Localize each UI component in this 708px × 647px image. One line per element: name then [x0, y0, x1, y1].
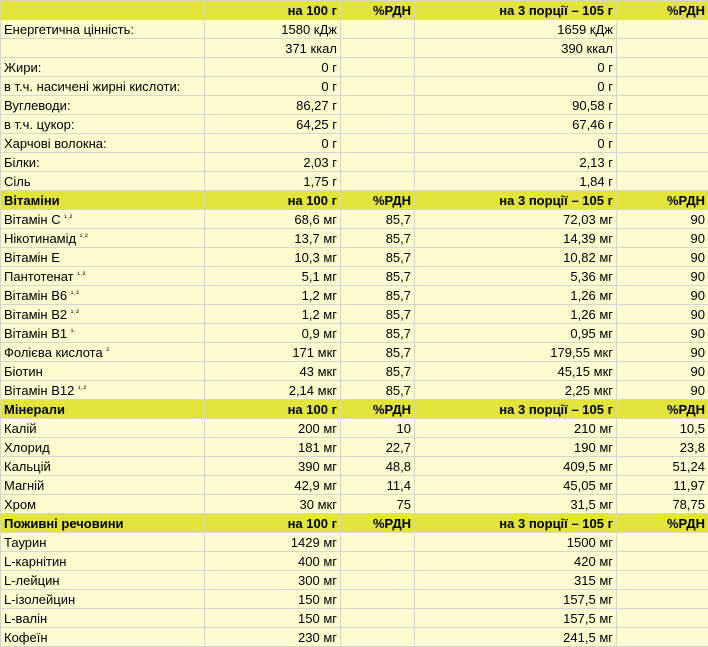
- rdn-per-serving-cell[interactable]: 23,8: [617, 438, 708, 457]
- rdn-per-serving-cell[interactable]: 11,97: [617, 476, 708, 495]
- rdn-per-100g-cell[interactable]: 85,7: [341, 324, 415, 343]
- table-row: [1, 324, 708, 343]
- row-name-text: Хром: [4, 497, 36, 512]
- header-row-substances: [1, 514, 708, 533]
- value-per-serving-cell[interactable]: 10,82 мг: [415, 248, 617, 267]
- header-cell-per-serving[interactable]: на 3 порції – 105 г: [415, 400, 617, 419]
- value-per-100g-cell[interactable]: 64,25 г: [205, 115, 341, 134]
- rdn-per-serving-cell[interactable]: [617, 552, 708, 571]
- rdn-per-serving-cell[interactable]: [617, 96, 708, 115]
- rdn-per-serving-cell[interactable]: 90: [617, 343, 708, 362]
- header-cell-name[interactable]: Мінерали: [1, 400, 205, 419]
- value-per-100g-cell[interactable]: 30 мкг: [205, 495, 341, 514]
- value-per-100g-cell[interactable]: 86,27 г: [205, 96, 341, 115]
- value-per-100g-cell[interactable]: 0 г: [205, 58, 341, 77]
- row-name-text: Нікотинамід: [4, 231, 76, 246]
- value-per-100g-cell[interactable]: 150 мг: [205, 609, 341, 628]
- row-name-cell[interactable]: [1, 229, 205, 248]
- rdn-per-serving-cell[interactable]: 90: [617, 286, 708, 305]
- footnote-marker: ¹˒²: [64, 213, 72, 222]
- value-per-serving-cell[interactable]: 90,58 г: [415, 96, 617, 115]
- rdn-per-100g-cell[interactable]: [341, 628, 415, 647]
- value-per-serving-cell[interactable]: 409,5 мг: [415, 457, 617, 476]
- value-per-100g-cell[interactable]: 371 ккал: [205, 39, 341, 58]
- value-per-100g-cell[interactable]: 390 мг: [205, 457, 341, 476]
- row-name-cell[interactable]: [1, 20, 205, 39]
- row-name-cell[interactable]: [1, 77, 205, 96]
- row-name-text: Кальцій: [4, 459, 51, 474]
- value-per-serving-cell[interactable]: 2,25 мкг: [415, 381, 617, 400]
- header-cell-rdn-serving[interactable]: %РДН: [617, 1, 708, 20]
- row-name-cell[interactable]: [1, 476, 205, 495]
- footnote-marker: ²: [106, 346, 109, 355]
- rdn-per-serving-cell[interactable]: [617, 58, 708, 77]
- rdn-per-serving-cell[interactable]: [617, 115, 708, 134]
- value-per-serving-cell[interactable]: 157,5 мг: [415, 590, 617, 609]
- rdn-per-serving-cell[interactable]: [617, 77, 708, 96]
- value-per-serving-cell[interactable]: 2,13 г: [415, 153, 617, 172]
- rdn-per-100g-cell[interactable]: 85,7: [341, 343, 415, 362]
- footnote-marker: ¹˒²: [71, 289, 79, 298]
- value-per-serving-cell[interactable]: 0 г: [415, 77, 617, 96]
- row-name-text: Сіль: [4, 174, 31, 189]
- row-name-text: Жири:: [4, 60, 41, 75]
- rdn-per-100g-cell[interactable]: [341, 172, 415, 191]
- rdn-per-100g-cell[interactable]: 10: [341, 419, 415, 438]
- value-per-serving-cell[interactable]: 0,95 мг: [415, 324, 617, 343]
- footnote-marker: ¹: [71, 327, 74, 336]
- row-name-cell[interactable]: [1, 172, 205, 191]
- rdn-per-serving-cell[interactable]: 51,24: [617, 457, 708, 476]
- rdn-per-100g-cell[interactable]: 85,7: [341, 229, 415, 248]
- table-row: [1, 590, 708, 609]
- row-name-cell[interactable]: [1, 248, 205, 267]
- value-per-serving-cell[interactable]: 241,5 мг: [415, 628, 617, 647]
- row-name-cell[interactable]: [1, 58, 205, 77]
- row-name-text: в т.ч. насичені жирні кислоти:: [4, 79, 180, 94]
- value-per-serving-cell[interactable]: 67,46 г: [415, 115, 617, 134]
- row-name-text: Вуглеводи:: [4, 98, 70, 113]
- value-per-100g-cell[interactable]: 68,6 мг: [205, 210, 341, 229]
- value-per-serving-cell[interactable]: 210 мг: [415, 419, 617, 438]
- header-cell-per-100g[interactable]: на 100 г: [205, 514, 341, 533]
- table-row: [1, 77, 708, 96]
- rdn-per-100g-cell[interactable]: [341, 153, 415, 172]
- footnote-marker: ¹˒²: [80, 232, 88, 241]
- table-row: [1, 343, 708, 362]
- rdn-per-serving-cell[interactable]: [617, 571, 708, 590]
- header-cell-rdn-serving[interactable]: %РДН: [617, 514, 708, 533]
- table-row: [1, 609, 708, 628]
- value-per-100g-cell[interactable]: 0 г: [205, 77, 341, 96]
- header-cell-per-serving[interactable]: на 3 порції – 105 г: [415, 1, 617, 20]
- header-cell-per-100g[interactable]: на 100 г: [205, 191, 341, 210]
- value-per-serving-cell[interactable]: 14,39 мг: [415, 229, 617, 248]
- row-name-cell[interactable]: [1, 362, 205, 381]
- row-name-cell[interactable]: [1, 590, 205, 609]
- row-name-cell[interactable]: [1, 324, 205, 343]
- row-name-text: L-валін: [4, 611, 47, 626]
- header-cell-rdn-100g[interactable]: %РДН: [341, 191, 415, 210]
- row-name-text: Калій: [4, 421, 37, 436]
- table-row: [1, 457, 708, 476]
- row-name-cell[interactable]: [1, 419, 205, 438]
- value-per-serving-cell[interactable]: 0 г: [415, 58, 617, 77]
- table-row: [1, 229, 708, 248]
- value-per-100g-cell[interactable]: 400 мг: [205, 552, 341, 571]
- rdn-per-serving-cell[interactable]: [617, 172, 708, 191]
- header-row-minerals: [1, 400, 708, 419]
- table-row: [1, 476, 708, 495]
- rdn-per-100g-cell[interactable]: [341, 96, 415, 115]
- rdn-per-100g-cell[interactable]: 85,7: [341, 362, 415, 381]
- header-row-main: [1, 1, 708, 20]
- value-per-serving-cell[interactable]: 0 г: [415, 134, 617, 153]
- rdn-per-100g-cell[interactable]: [341, 115, 415, 134]
- row-name-text: Вітамін В12: [4, 383, 74, 398]
- rdn-per-100g-cell[interactable]: [341, 39, 415, 58]
- rdn-per-100g-cell[interactable]: [341, 609, 415, 628]
- row-name-cell[interactable]: [1, 286, 205, 305]
- row-name-cell[interactable]: [1, 153, 205, 172]
- row-name-text: Магній: [4, 478, 44, 493]
- row-name-text: Вітамін С: [4, 212, 61, 227]
- row-name-cell[interactable]: [1, 457, 205, 476]
- header-cell-rdn-100g[interactable]: %РДН: [341, 400, 415, 419]
- table-row: [1, 381, 708, 400]
- row-name-text: Вітамін В2: [4, 307, 67, 322]
- nutrition-table-body: [1, 1, 708, 647]
- footnote-marker: ¹˒²: [78, 384, 86, 393]
- value-per-serving-cell[interactable]: 45,15 мкг: [415, 362, 617, 381]
- row-name-text: Вітамін Е: [4, 250, 60, 265]
- value-per-100g-cell[interactable]: 181 мг: [205, 438, 341, 457]
- row-name-text: Біотин: [4, 364, 43, 379]
- header-cell-rdn-serving[interactable]: %РДН: [617, 400, 708, 419]
- value-per-serving-cell[interactable]: 190 мг: [415, 438, 617, 457]
- rdn-per-serving-cell[interactable]: [617, 153, 708, 172]
- table-row: [1, 571, 708, 590]
- value-per-serving-cell[interactable]: 1,26 мг: [415, 305, 617, 324]
- table-row: [1, 267, 708, 286]
- row-name-text: L-лейцин: [4, 573, 60, 588]
- table-row: [1, 134, 708, 153]
- table-row: [1, 248, 708, 267]
- rdn-per-100g-cell[interactable]: 85,7: [341, 248, 415, 267]
- value-per-serving-cell[interactable]: 45,05 мг: [415, 476, 617, 495]
- value-per-serving-cell[interactable]: 31,5 мг: [415, 495, 617, 514]
- value-per-100g-cell[interactable]: 0 г: [205, 134, 341, 153]
- value-per-serving-cell[interactable]: 179,55 мкг: [415, 343, 617, 362]
- rdn-per-serving-cell[interactable]: 90: [617, 381, 708, 400]
- row-name-cell[interactable]: [1, 134, 205, 153]
- rdn-per-serving-cell[interactable]: 10,5: [617, 419, 708, 438]
- table-row: [1, 552, 708, 571]
- header-cell-rdn-100g[interactable]: %РДН: [341, 514, 415, 533]
- rdn-per-100g-cell[interactable]: [341, 20, 415, 39]
- header-cell-per-100g[interactable]: на 100 г: [205, 1, 341, 20]
- rdn-per-serving-cell[interactable]: 90: [617, 362, 708, 381]
- value-per-100g-cell[interactable]: 10,3 мг: [205, 248, 341, 267]
- rdn-per-serving-cell[interactable]: 90: [617, 305, 708, 324]
- rdn-per-100g-cell[interactable]: 85,7: [341, 381, 415, 400]
- row-name-cell[interactable]: [1, 39, 205, 58]
- value-per-100g-cell[interactable]: 150 мг: [205, 590, 341, 609]
- rdn-per-100g-cell[interactable]: [341, 58, 415, 77]
- value-per-serving-cell[interactable]: 390 ккал: [415, 39, 617, 58]
- table-row: [1, 39, 708, 58]
- value-per-serving-cell[interactable]: 157,5 мг: [415, 609, 617, 628]
- value-per-serving-cell[interactable]: 1,84 г: [415, 172, 617, 191]
- row-name-text: Кофеїн: [4, 630, 48, 645]
- rdn-per-serving-cell[interactable]: 90: [617, 210, 708, 229]
- rdn-per-serving-cell[interactable]: [617, 609, 708, 628]
- rdn-per-serving-cell[interactable]: 90: [617, 324, 708, 343]
- row-name-text: Харчові волокна:: [4, 136, 107, 151]
- table-row: [1, 210, 708, 229]
- value-per-100g-cell[interactable]: 1,75 г: [205, 172, 341, 191]
- rdn-per-serving-cell[interactable]: 90: [617, 267, 708, 286]
- row-name-cell[interactable]: [1, 552, 205, 571]
- row-name-text: Хлорид: [4, 440, 50, 455]
- rdn-per-serving-cell[interactable]: 78,75: [617, 495, 708, 514]
- value-per-serving-cell[interactable]: 72,03 мг: [415, 210, 617, 229]
- table-row: [1, 362, 708, 381]
- header-cell-rdn-serving[interactable]: %РДН: [617, 191, 708, 210]
- rdn-per-100g-cell[interactable]: 11,4: [341, 476, 415, 495]
- header-cell-rdn-100g[interactable]: %РДН: [341, 1, 415, 20]
- row-name-text: L-карнітин: [4, 554, 66, 569]
- row-name-text: L-ізолейцин: [4, 592, 75, 607]
- header-row-vitamins: [1, 191, 708, 210]
- rdn-per-serving-cell[interactable]: [617, 39, 708, 58]
- value-per-serving-cell[interactable]: 1,26 мг: [415, 286, 617, 305]
- row-name-text: Вітамін В1: [4, 326, 67, 341]
- row-name-cell[interactable]: [1, 609, 205, 628]
- table-row: [1, 305, 708, 324]
- value-per-serving-cell[interactable]: 1500 мг: [415, 533, 617, 552]
- rdn-per-100g-cell[interactable]: 85,7: [341, 305, 415, 324]
- table-row: [1, 115, 708, 134]
- rdn-per-100g-cell[interactable]: [341, 134, 415, 153]
- value-per-100g-cell[interactable]: 2,03 г: [205, 153, 341, 172]
- row-name-text: Енергетична цінність:: [4, 22, 134, 37]
- value-per-100g-cell[interactable]: 1,2 мг: [205, 286, 341, 305]
- row-name-cell[interactable]: [1, 495, 205, 514]
- rdn-per-100g-cell[interactable]: 48,8: [341, 457, 415, 476]
- value-per-serving-cell[interactable]: 315 мг: [415, 571, 617, 590]
- header-cell-name[interactable]: Вітаміни: [1, 191, 205, 210]
- row-name-cell[interactable]: [1, 343, 205, 362]
- value-per-100g-cell[interactable]: 171 мкг: [205, 343, 341, 362]
- rdn-per-serving-cell[interactable]: [617, 590, 708, 609]
- table-row: [1, 628, 708, 647]
- value-per-100g-cell[interactable]: 300 мг: [205, 571, 341, 590]
- value-per-serving-cell[interactable]: 5,36 мг: [415, 267, 617, 286]
- rdn-per-100g-cell[interactable]: 22,7: [341, 438, 415, 457]
- value-per-serving-cell[interactable]: 420 мг: [415, 552, 617, 571]
- row-name-cell[interactable]: [1, 305, 205, 324]
- header-cell-per-100g[interactable]: на 100 г: [205, 400, 341, 419]
- row-name-text: Фолієва кислота: [4, 345, 103, 360]
- header-cell-per-serving[interactable]: на 3 порції – 105 г: [415, 514, 617, 533]
- row-name-cell[interactable]: [1, 267, 205, 286]
- value-per-100g-cell[interactable]: 0,9 мг: [205, 324, 341, 343]
- row-name-cell[interactable]: [1, 96, 205, 115]
- table-row: [1, 495, 708, 514]
- rdn-per-100g-cell[interactable]: 75: [341, 495, 415, 514]
- table-row: [1, 58, 708, 77]
- rdn-per-100g-cell[interactable]: [341, 533, 415, 552]
- table-row: [1, 153, 708, 172]
- row-name-cell[interactable]: [1, 438, 205, 457]
- rdn-per-100g-cell[interactable]: [341, 552, 415, 571]
- value-per-100g-cell[interactable]: 42,9 мг: [205, 476, 341, 495]
- value-per-100g-cell[interactable]: 5,1 мг: [205, 267, 341, 286]
- header-cell-per-serving[interactable]: на 3 порції – 105 г: [415, 191, 617, 210]
- rdn-per-serving-cell[interactable]: [617, 20, 708, 39]
- row-name-cell[interactable]: [1, 628, 205, 647]
- row-name-cell[interactable]: [1, 571, 205, 590]
- row-name-text: Таурин: [4, 535, 46, 550]
- value-per-serving-cell[interactable]: 1659 кДж: [415, 20, 617, 39]
- table-row: [1, 20, 708, 39]
- row-name-text: Білки:: [4, 155, 40, 170]
- value-per-100g-cell[interactable]: 43 мкг: [205, 362, 341, 381]
- row-name-cell[interactable]: [1, 533, 205, 552]
- header-cell-name[interactable]: [1, 1, 205, 20]
- table-row: [1, 438, 708, 457]
- row-name-text: в т.ч. цукор:: [4, 117, 75, 132]
- row-name-cell[interactable]: [1, 381, 205, 400]
- rdn-per-serving-cell[interactable]: [617, 134, 708, 153]
- footnote-marker: ¹˒²: [77, 270, 85, 279]
- table-row: [1, 533, 708, 552]
- rdn-per-100g-cell[interactable]: 85,7: [341, 210, 415, 229]
- rdn-per-100g-cell[interactable]: [341, 77, 415, 96]
- value-per-100g-cell[interactable]: 230 мг: [205, 628, 341, 647]
- rdn-per-100g-cell[interactable]: 85,7: [341, 267, 415, 286]
- footnote-marker: ¹˒²: [71, 308, 79, 317]
- row-name-cell[interactable]: [1, 210, 205, 229]
- rdn-per-serving-cell[interactable]: [617, 533, 708, 552]
- rdn-per-serving-cell[interactable]: 90: [617, 229, 708, 248]
- table-row: [1, 286, 708, 305]
- rdn-per-100g-cell[interactable]: [341, 571, 415, 590]
- value-per-100g-cell[interactable]: 1,2 мг: [205, 305, 341, 324]
- table-row: [1, 172, 708, 191]
- value-per-100g-cell[interactable]: 1429 мг: [205, 533, 341, 552]
- row-name-text: Вітамін В6: [4, 288, 67, 303]
- rdn-per-serving-cell[interactable]: [617, 628, 708, 647]
- value-per-100g-cell[interactable]: 2,14 мкг: [205, 381, 341, 400]
- value-per-100g-cell[interactable]: 1580 кДж: [205, 20, 341, 39]
- value-per-100g-cell[interactable]: 13,7 мг: [205, 229, 341, 248]
- row-name-text: Пантотенат: [4, 269, 74, 284]
- rdn-per-serving-cell[interactable]: 90: [617, 248, 708, 267]
- table-row: [1, 419, 708, 438]
- row-name-cell[interactable]: [1, 115, 205, 134]
- value-per-100g-cell[interactable]: 200 мг: [205, 419, 341, 438]
- header-cell-name[interactable]: Поживні речовини: [1, 514, 205, 533]
- rdn-per-100g-cell[interactable]: [341, 590, 415, 609]
- table-row: [1, 96, 708, 115]
- rdn-per-100g-cell[interactable]: 85,7: [341, 286, 415, 305]
